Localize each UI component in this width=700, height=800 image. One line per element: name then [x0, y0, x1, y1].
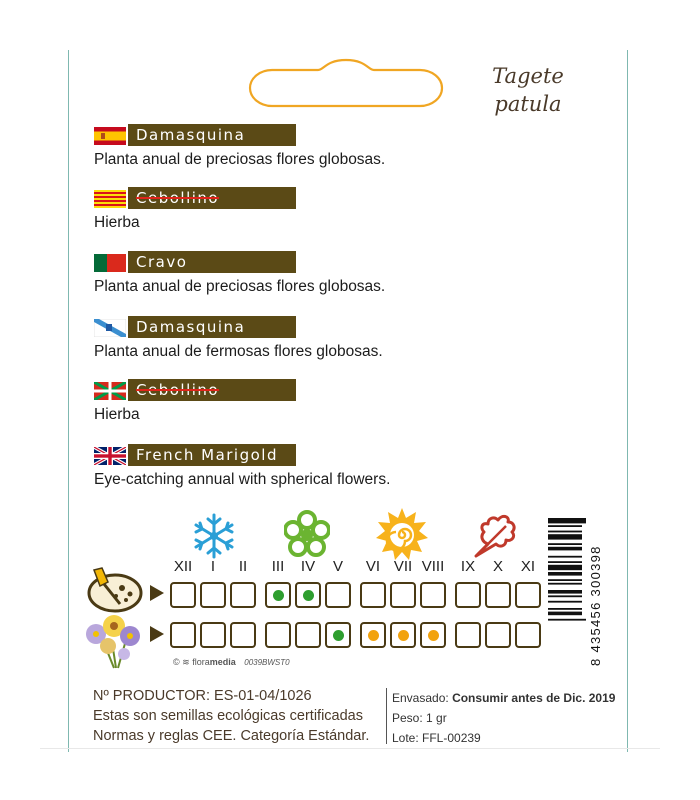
month-label: III	[271, 558, 285, 575]
calendar-cell	[295, 582, 321, 608]
best-before: Consumir antes de Dic. 2019	[452, 691, 616, 705]
green-dot	[333, 630, 344, 641]
month-label: VI	[365, 558, 381, 575]
sun-icon	[376, 508, 428, 560]
barcode-bar	[548, 579, 582, 581]
sowing-arrow	[150, 585, 164, 601]
producer-number: Nº PRODUCTOR: ES-01-04/1026	[93, 688, 312, 704]
description: Eye-catching annual with spherical flowers.	[94, 471, 391, 488]
calendar-cell	[455, 582, 481, 608]
calendar-cell	[325, 582, 351, 608]
calendar-cell	[200, 622, 226, 648]
calendar-cell	[360, 622, 386, 648]
calendar-cell	[420, 622, 446, 648]
barcode-bar	[548, 608, 582, 610]
portugal-flag	[94, 254, 126, 272]
certification-text: Estas son semillas ecológicas certificadas	[93, 708, 363, 724]
month-label: X	[492, 558, 503, 575]
snowflake-icon	[190, 512, 238, 560]
calendar-cell	[200, 582, 226, 608]
calendar-cell	[515, 622, 541, 648]
latin-name	[478, 62, 578, 118]
description: Hierba	[94, 214, 140, 231]
calendar-cell	[265, 622, 291, 648]
barcode-bar	[548, 612, 582, 616]
barcode-bar	[548, 531, 582, 533]
barcode-bar	[548, 590, 582, 594]
regulation-text: Normas y reglas CEE. Categoría Estándar.	[93, 728, 370, 744]
calendar-cell	[170, 622, 196, 648]
common-name: French Marigold	[136, 446, 278, 464]
calendar-cell	[230, 582, 256, 608]
common-name-bar	[128, 444, 296, 466]
flowering-arrow	[150, 626, 164, 642]
copyright-icon: © ≋	[173, 657, 190, 667]
calendar-cell	[485, 622, 511, 648]
brand-line	[173, 657, 290, 668]
brand-name: flora	[192, 657, 210, 667]
label-oval	[246, 58, 446, 110]
month-label: IX	[460, 558, 476, 575]
packed-label: Envasado:	[392, 691, 449, 705]
barcode-bar	[548, 583, 582, 585]
barcode-bar	[548, 556, 582, 558]
weight: Peso: 1 gr	[392, 711, 447, 725]
barcode-bar	[548, 561, 582, 563]
month-label: VIII	[421, 558, 445, 575]
spain-flag	[94, 127, 126, 145]
uk-flag	[94, 447, 126, 465]
calendar-cell	[360, 582, 386, 608]
common-name: Cebollino	[136, 189, 220, 207]
common-name-bar	[128, 187, 296, 209]
barcode-bar	[548, 543, 582, 545]
month-label: XI	[520, 558, 536, 575]
common-name: Damasquina	[136, 126, 246, 144]
barcode-bar	[548, 619, 586, 621]
footer-divider	[386, 688, 387, 744]
orange-dot	[398, 630, 409, 641]
common-name-bar	[128, 124, 296, 146]
description: Hierba	[94, 406, 140, 423]
common-name: Cebollino	[136, 381, 220, 399]
galicia-flag	[94, 319, 126, 337]
description: Planta anual de preciosas flores globosas.	[94, 151, 386, 168]
latin-name-line2: patula	[494, 92, 562, 116]
basque-flag	[94, 382, 126, 400]
calendar-cell	[170, 582, 196, 608]
barcode-bar	[548, 601, 582, 603]
flowering-icon	[82, 612, 144, 670]
common-name: Damasquina	[136, 318, 246, 336]
barcode-number: 8 435456 300398	[588, 545, 603, 666]
calendar-cell	[325, 622, 351, 648]
flower-icon	[284, 510, 330, 560]
green-dot	[303, 590, 314, 601]
catalonia-flag	[94, 190, 126, 208]
calendar-cell	[295, 622, 321, 648]
common-name: Cravo	[136, 253, 188, 271]
barcode-bar	[548, 547, 582, 551]
product-code: 0039BWST0	[244, 658, 290, 667]
orange-dot	[368, 630, 379, 641]
month-label: I	[210, 558, 216, 575]
month-label: XII	[173, 558, 193, 575]
month-label: V	[332, 558, 343, 575]
barcode-bar	[548, 534, 582, 539]
barcode-bar	[548, 565, 582, 570]
calendar-cell	[390, 622, 416, 648]
common-name-bar	[128, 379, 296, 401]
calendar-cell	[230, 622, 256, 648]
calendar-cell	[485, 582, 511, 608]
calendar-cell	[455, 622, 481, 648]
barcode-bar	[548, 525, 582, 527]
common-name-bar	[128, 251, 296, 273]
latin-name-line1: Tagete	[492, 64, 564, 88]
month-label: VII	[393, 558, 413, 575]
month-label: II	[238, 558, 248, 575]
sowing-icon	[86, 566, 144, 614]
barcode-bar	[548, 595, 582, 597]
oak-leaf-icon	[468, 510, 520, 562]
month-label: IV	[300, 558, 316, 575]
calendar-cell	[515, 582, 541, 608]
calendar-cell	[390, 582, 416, 608]
calendar-cell	[265, 582, 291, 608]
description: Planta anual de fermosas flores globosas.	[94, 343, 383, 360]
calendar-cell	[420, 582, 446, 608]
barcode-bar	[548, 572, 582, 576]
barcode-bar	[548, 518, 586, 523]
lot-number: Lote: FFL-00239	[392, 731, 481, 745]
bottom-divider	[40, 748, 660, 749]
green-dot	[273, 590, 284, 601]
brand-name-bold: media	[209, 657, 236, 667]
description: Planta anual de preciosas flores globosas.	[94, 278, 386, 295]
orange-dot	[428, 630, 439, 641]
common-name-bar	[128, 316, 296, 338]
packed-info	[392, 691, 615, 705]
